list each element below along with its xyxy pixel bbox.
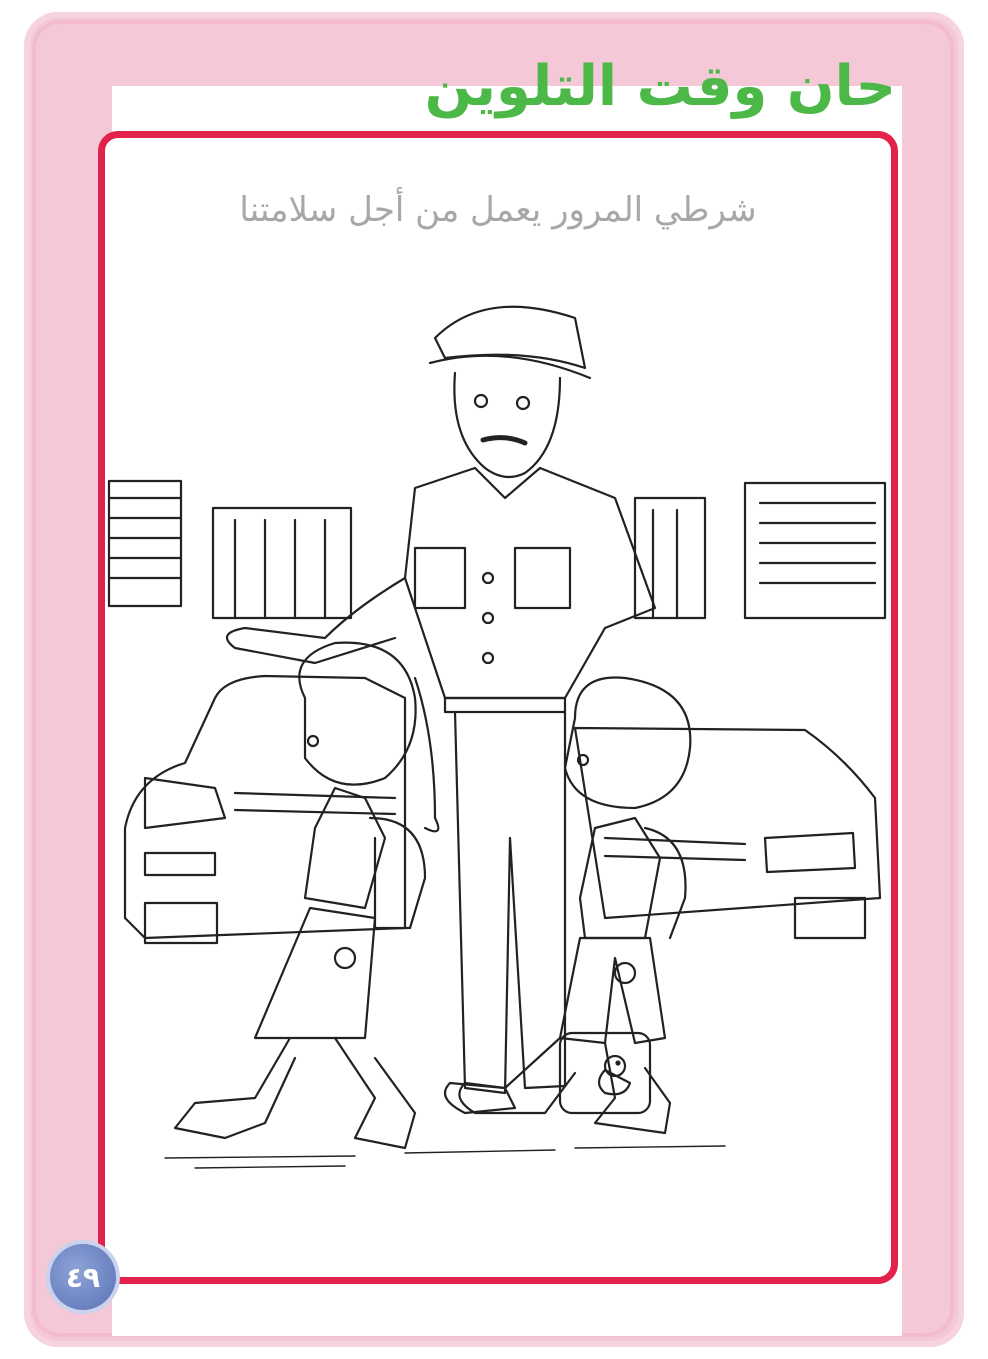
page-number: ٤٩ [65, 1260, 101, 1294]
chick-icon [599, 1056, 630, 1094]
illustration-caption: شرطي المرور يعمل من أجل سلامتنا [239, 190, 757, 230]
coloring-frame [98, 131, 898, 1284]
buildings-icon [109, 481, 885, 618]
coloring-illustration [105, 138, 891, 1277]
car-icon [125, 676, 880, 943]
schoolgirl-icon [175, 643, 438, 1148]
traffic-policeman-icon [227, 307, 655, 1113]
page-title: حان وقت التلوين [424, 54, 896, 119]
schoolboy-icon [459, 678, 690, 1134]
page-number-badge [50, 1244, 116, 1310]
